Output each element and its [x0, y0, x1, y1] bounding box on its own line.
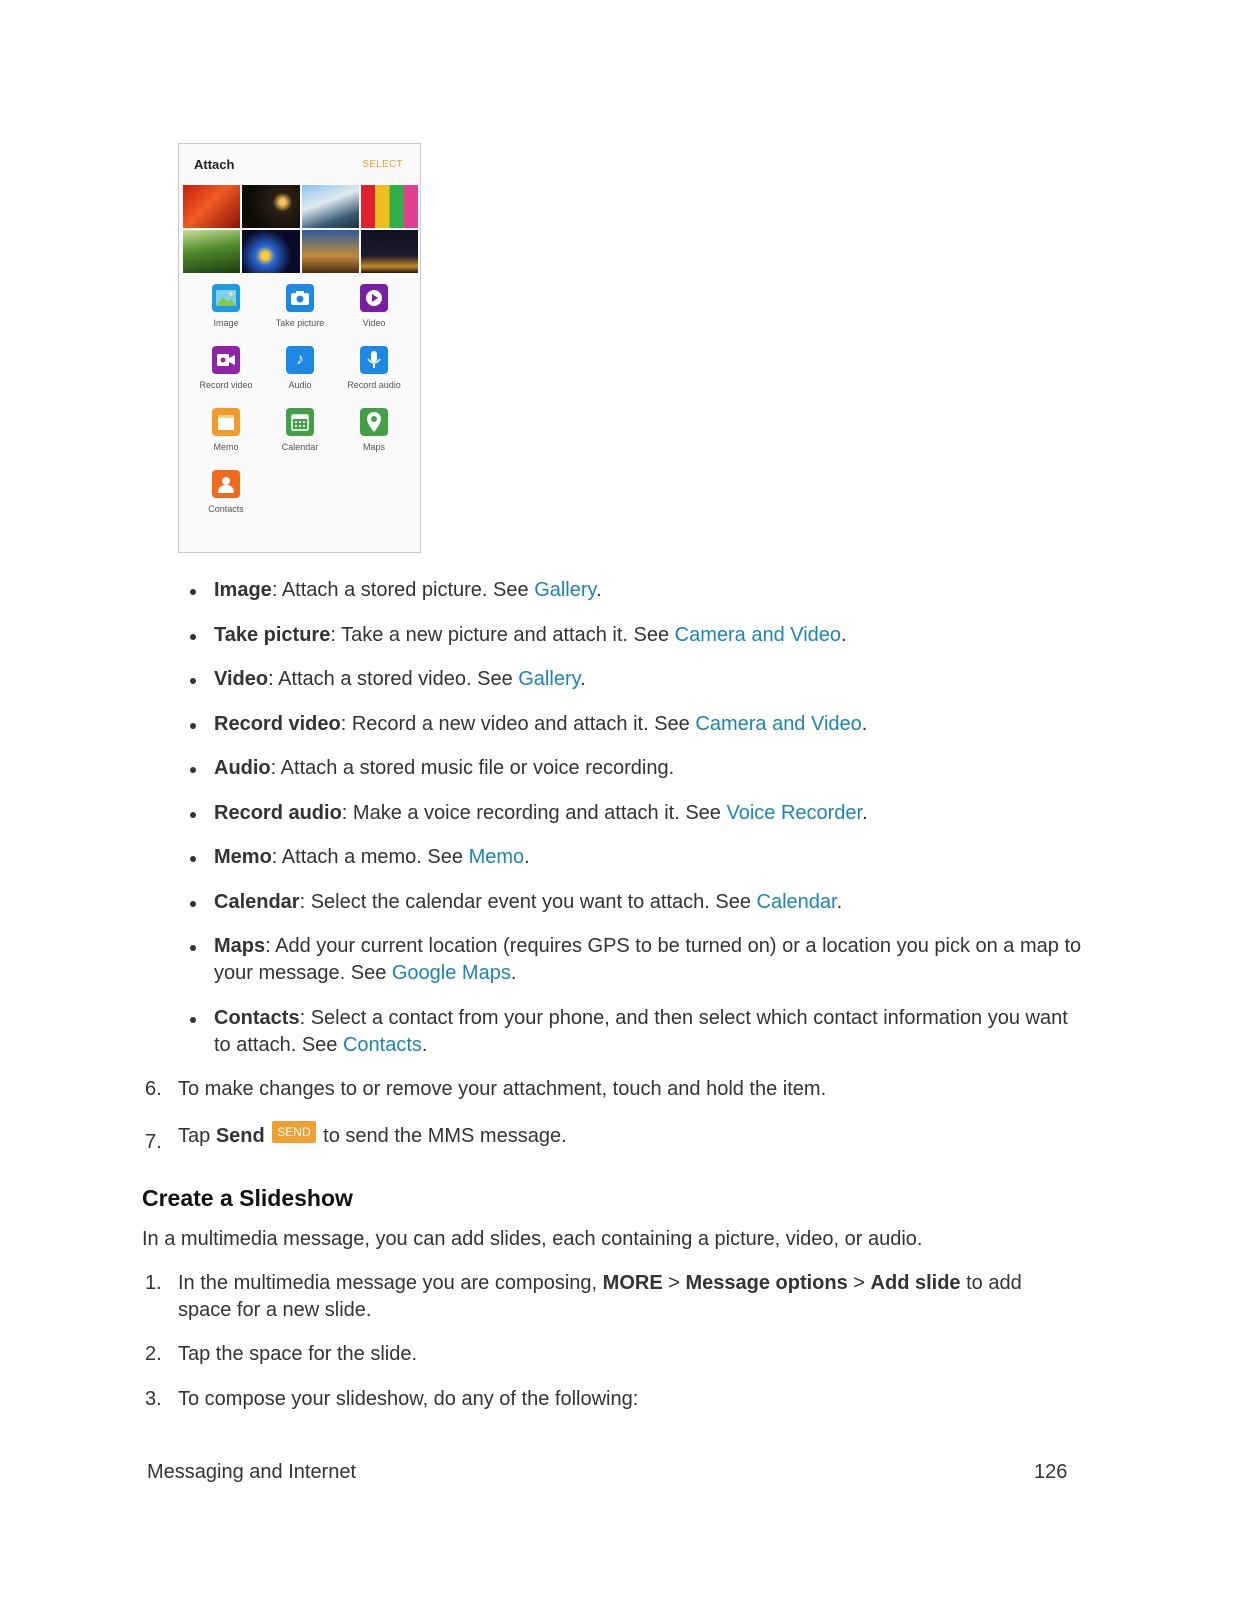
- attach-options-grid: [189, 284, 411, 514]
- video-icon: [360, 284, 388, 312]
- thumbnail-image[interactable]: [302, 230, 359, 273]
- record-video-icon: [212, 346, 240, 374]
- list-item: Contacts: Select a contact from your phone, and then select which contact information you want to attach. See Contacts.: [190, 1005, 1090, 1059]
- thumbnail-image[interactable]: [242, 185, 299, 228]
- send-button: SEND: [272, 1121, 315, 1143]
- link-voice-recorder[interactable]: Voice Recorder: [726, 801, 863, 824]
- music-note-icon: ♪: [286, 346, 314, 374]
- contact-icon: [212, 470, 240, 498]
- list-item: Audio: Attach a stored music file or voice recording.: [190, 755, 1090, 782]
- thumbnail-image[interactable]: [183, 185, 240, 228]
- camera-icon: [286, 284, 314, 312]
- step-1: 1. In the multimedia message you are composing, MORE > Message options > Add slide to add space for a new slide.: [145, 1272, 1022, 1321]
- section-heading: Create a Slideshow: [142, 1185, 353, 1211]
- option-memo[interactable]: Memo: [189, 408, 263, 452]
- option-calendar[interactable]: Calendar: [263, 408, 337, 452]
- select-button[interactable]: SELECT: [362, 159, 403, 170]
- step-2: 2. Tap the space for the slide.: [145, 1343, 418, 1365]
- thumbnail-image[interactable]: [361, 185, 418, 228]
- gallery-thumbnails: [183, 185, 418, 273]
- thumbnail-image[interactable]: [361, 230, 418, 273]
- map-pin-icon: [360, 408, 388, 436]
- option-video[interactable]: Video: [337, 284, 411, 328]
- step-6: 6. To make changes to or remove your attachment, touch and hold the item.: [145, 1078, 827, 1100]
- memo-icon: [212, 408, 240, 436]
- list-item: Image: Attach a stored picture. See Gallery.: [190, 577, 1090, 604]
- link-memo[interactable]: Memo: [468, 846, 525, 868]
- list-item: Record video: Record a new video and attach it. See Camera and Video.: [190, 711, 1090, 738]
- attachment-options-list: [190, 577, 1090, 1076]
- option-contacts[interactable]: Contacts: [189, 470, 263, 514]
- calendar-icon: [286, 408, 314, 436]
- step-3: 3. To compose your slideshow, do any of the following:: [145, 1388, 639, 1410]
- attach-screenshot: [178, 143, 421, 553]
- page-number: 126: [1034, 1461, 1068, 1483]
- thumbnail-image[interactable]: [242, 230, 299, 273]
- attach-title: Attach: [194, 157, 235, 172]
- list-item: Calendar: Select the calendar event you want to attach. See Calendar.: [190, 889, 1090, 916]
- link-camera-and-video[interactable]: Camera and Video: [695, 712, 862, 735]
- footer-section-name: Messaging and Internet: [147, 1461, 357, 1483]
- list-item: Video: Attach a stored video. See Gallery.: [190, 666, 1090, 693]
- thumbnail-image[interactable]: [302, 185, 359, 228]
- link-google-maps[interactable]: Google Maps: [391, 962, 511, 984]
- option-maps[interactable]: Maps: [337, 408, 411, 452]
- section-intro: In a multimedia message, you can add slides, each containing a picture, video, or audio.: [142, 1228, 923, 1250]
- option-record-video[interactable]: Record video: [189, 346, 263, 390]
- step-7: 7. Tap Send SEND to send the MMS message.: [145, 1121, 1075, 1150]
- option-take-picture[interactable]: Take picture: [263, 284, 337, 328]
- microphone-icon: [360, 346, 388, 374]
- link-contacts[interactable]: Contacts: [342, 1033, 422, 1056]
- option-audio[interactable]: ♪ Audio: [263, 346, 337, 390]
- link-calendar[interactable]: Calendar: [756, 890, 837, 913]
- link-gallery[interactable]: Gallery: [518, 668, 581, 690]
- list-item: Record audio: Make a voice recording and attach it. See Voice Recorder.: [190, 800, 1090, 827]
- list-item: Maps: Add your current location (requires GPS to be turned on) or a location you pick on a map to your message. See Google Maps.: [190, 933, 1090, 987]
- thumbnail-image[interactable]: [183, 230, 240, 273]
- list-item: Take picture: Take a new picture and attach it. See Camera and Video.: [190, 622, 1090, 649]
- option-image[interactable]: Image: [189, 284, 263, 328]
- option-record-audio[interactable]: Record audio: [337, 346, 411, 390]
- link-camera-and-video[interactable]: Camera and Video: [674, 623, 842, 646]
- list-item: Memo: Attach a memo. See Memo.: [190, 844, 1090, 871]
- image-icon: [212, 284, 240, 312]
- link-gallery[interactable]: Gallery: [534, 579, 597, 601]
